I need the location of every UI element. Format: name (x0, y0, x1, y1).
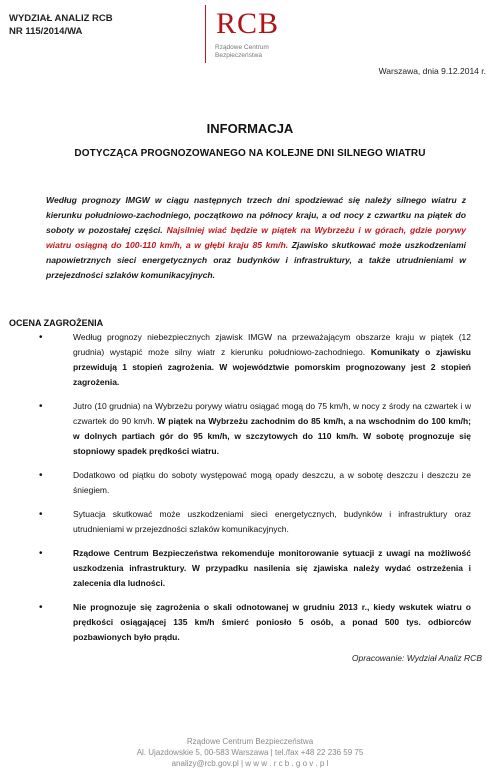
document-date: Warszawa, dnia 9.12.2014 r. (378, 66, 486, 76)
list-item (39, 468, 471, 498)
list-item-text: Dodatkowo od piątku do soboty występować mogą opady deszczu, a w sobotę deszczu i deszczu ze śniegiem. (73, 470, 471, 495)
logo-subtitle-line-2: Bezpieczeństwa (215, 52, 262, 59)
footer-org: Rządowe Centrum Bezpieczeństwa (186, 737, 314, 746)
list-item-bold-text: W piątek na Wybrzeżu zachodnim do 85 km/h, a na wschodnim do 100 km/h; w dolnych partiach gór do 95 km/h, w szczytowych do 110 km/h. W sobotę prognozuje się stopniowy spadek prędkości wiatru. (73, 416, 472, 456)
doc-number: NR 115/2014/WA (9, 26, 83, 37)
bullet-icon: • (39, 602, 43, 613)
org-name: WYDZIAŁ ANALIZ RCB (9, 13, 113, 24)
footer-address: Al. Ujazdowskie 5, 00-583 Warszawa | tel./fax +48 22 236 59 75 (136, 748, 364, 757)
intro-text-1: Według prognozy IMGW w ciągu następnych trzech dni spodziewać się należy silnego wiatru z kierunku południowo-zachodniego, początkowo na północy kraju, a od nocy z czwartku na piątek do soboty w pozostałej części. (46, 195, 466, 235)
bullet-icon: • (39, 548, 43, 559)
bullet-icon: • (39, 332, 43, 343)
footer-contact: analizy@rcb.gov.pl | w w w . r c b . g o v . p l (171, 759, 329, 768)
list-item-text: Sytuacja skutkować może uszkodzeniami sieci energetycznych, budynków i infrastruktury oraz utrudnieniami w przejezdności szlaków komunikacyjnych. (73, 509, 471, 534)
document-subtitle: DOTYCZĄCA PROGNOZOWANEGO NA KOLEJNE DNI SILNEGO WIATRU (74, 148, 426, 159)
list-item-text: Według prognozy niebezpiecznych zjawisk IMGW na przeważającym obszarze kraju w piątek (12 grudnia) wystąpić może silny wiatr z kierunku południowo-zachodniego. (73, 332, 471, 357)
list-item-text: Jutro (10 grudnia) na Wybrzeżu porywy wiatru osiągać mogą do 75 km/h, w nocy z środy na czwartek i w czwartek do 90 km/h. (73, 401, 471, 426)
logo-text: RCB (216, 7, 280, 40)
list-item (39, 546, 471, 591)
document-footer (0, 736, 500, 769)
document-header-left (9, 12, 113, 38)
bullet-icon: • (39, 470, 43, 481)
signature: Opracowanie: Wydział Analiz RCB (351, 653, 482, 663)
list-item (39, 330, 471, 390)
intro-highlight: Najsilniej wiać będzie w piątek na Wybrzeżu i w górach, gdzie porywy wiatru osiągną do 100-110 km/h, a w głębi kraju 85 km/h. (46, 225, 466, 250)
bullet-icon: • (39, 401, 43, 412)
list-item (39, 399, 471, 459)
list-item (39, 507, 471, 537)
logo-subtitle-line-1: Rządowe Centrum (215, 44, 269, 51)
intro-text-2: Zjawisko skutkować może uszkodzeniami napowietrznych sieci energetycznych oraz budynków i infrastruktury, a także utrudnieniami w przejezdności szlaków komunikacyjnych. (46, 240, 466, 280)
list-item (39, 600, 471, 645)
list-item-bold-text: Rządowe Centrum Bezpieczeństwa rekomenduje monitorowanie sytuacji z uwagi na możliwość uszkodzenia infrastruktury. W przypadku nasilenia się zjawiska należy wydać ostrzeżenia i zalecenia dla ludności. (73, 548, 471, 588)
list-item-bold-text: Nie prognozuje się zagrożenia o skali odnotowanej w grudniu 2013 r., kiedy wskutek wiatru o prędkości osiągającej 135 km/h śmierć poniosło 5 osób, a ponad 500 tys. odbiorców pozbawionych było prądu. (73, 602, 471, 642)
section-title: OCENA ZAGROŻENIA (9, 318, 104, 328)
document-title: INFORMACJA (206, 121, 294, 136)
bullet-icon: • (39, 509, 43, 520)
threat-assessment-list (39, 330, 471, 654)
intro-paragraph (46, 193, 466, 283)
list-item-bold-text: Komunikaty o zjawisku przewidują 1 stopień zagrożenia. W województwie pomorskim prognozowany jest 2 stopień zagrożenia. (73, 347, 471, 387)
logo-subtitle (215, 44, 269, 60)
rcb-logo (205, 5, 288, 63)
